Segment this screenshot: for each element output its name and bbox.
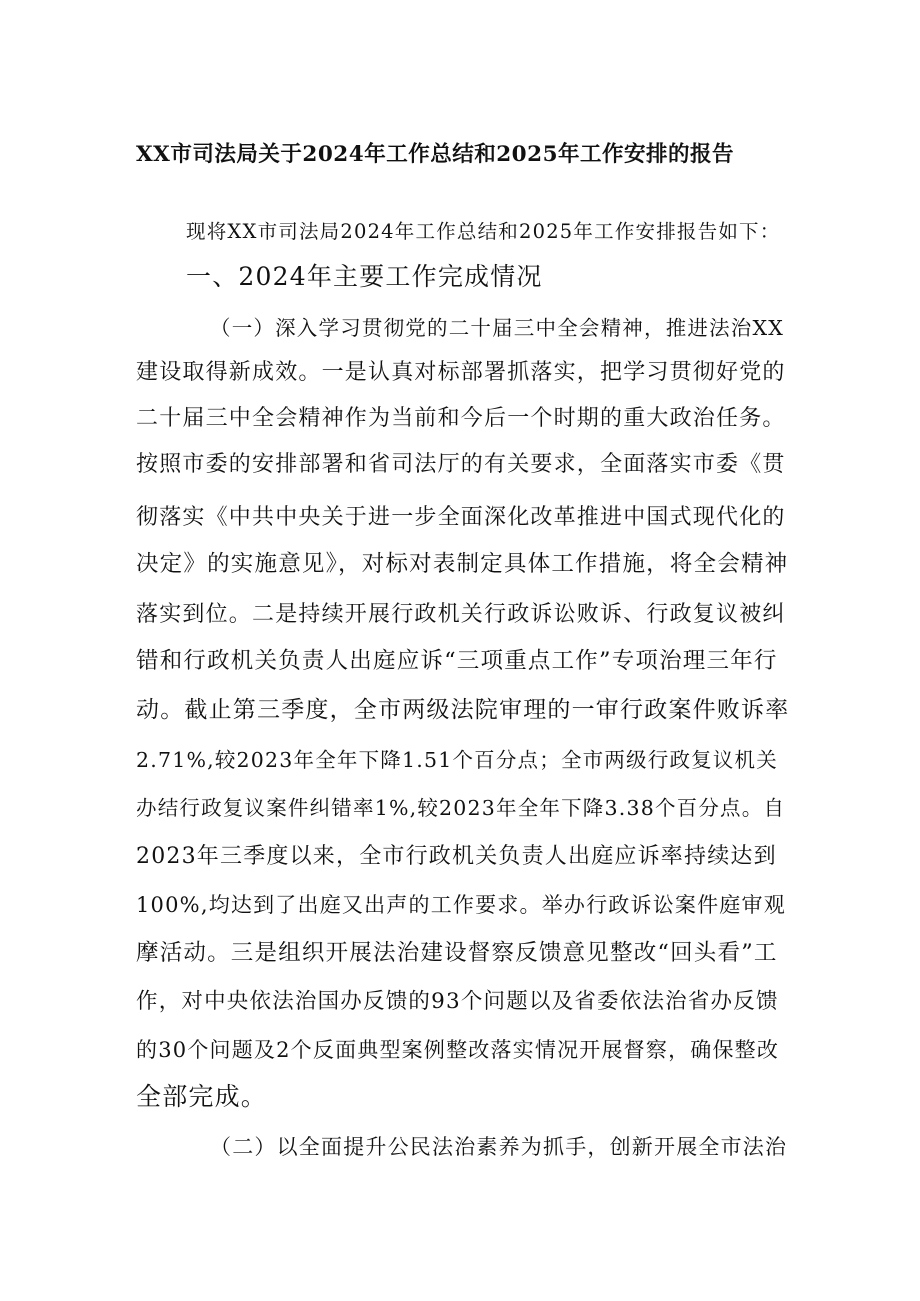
paragraph-line: 办结行政复议案件纠错率1%,较2023年全年下降3.38个百分点。自 — [136, 796, 786, 820]
document-title: XX市司法局关于2024年工作总结和2025年工作安排的报告 — [136, 142, 735, 167]
paragraph-line: 彻落实《中共中央关于进一步全面深化改革推进中国式现代化的 — [136, 505, 786, 530]
paragraph-line: 100%,均达到了出庭又出声的工作要求。举办行政诉讼案件庭审观 — [136, 893, 786, 917]
paragraph-line: 按照市委的安排部署和省司法厅的有关要求，全面落实市委《贯 — [136, 452, 786, 477]
paragraph-line: 作，对中央依法治国办反馈的93个问题以及省委依法治省办反馈 — [136, 989, 779, 1014]
section-heading-1: 一、2024年主要工作完成情况 — [186, 262, 543, 291]
paragraph-line: 决定》的实施意见》，对标对表制定具体工作措施，将全会精神 — [136, 551, 789, 577]
paragraph-line: 建设取得新成效。一是认真对标部署抓落实，把学习贯彻好党的 — [136, 360, 786, 385]
subsection-heading-1: （一）深入学习贯彻党的二十届三中全会精神，推进法治XX — [210, 316, 785, 340]
paragraph-line: 落实到位。二是持续开展行政机关行政诉讼败诉、行政复议被纠 — [136, 602, 786, 627]
paragraph-line: 摩活动。三是组织开展法治建设督察反馈意见整改“回头看”工 — [136, 940, 778, 966]
paragraph-line: 全部完成。 — [136, 1082, 268, 1111]
subsection-heading-2: （二）以全面提升公民法治素养为抓手，创新开展全市法治 — [210, 1135, 788, 1159]
intro-paragraph: 现将XX市司法局2024年工作总结和2025年工作安排报告如下： — [186, 220, 781, 243]
paragraph-line: 的30个问题及2个反面典型案例整改落实情况开展督察，确保整改 — [136, 1038, 780, 1062]
paragraph-line: 错和行政机关负责人出庭应诉“三项重点工作”专项治理三年行 — [136, 648, 778, 674]
paragraph-line: 动。截止第三季度，全市两级法院审理的一审行政案件败诉率 — [136, 697, 790, 723]
paragraph-line: 二十届三中全会精神作为当前和今后一个时期的重大政治任务。 — [136, 406, 786, 431]
paragraph-line: 2.71%,较2023年全年下降1.51个百分点；全市两级行政复议机关 — [136, 748, 778, 772]
paragraph-line: 2023年三季度以来，全市行政机关负责人出庭应诉率持续达到 — [136, 844, 777, 869]
